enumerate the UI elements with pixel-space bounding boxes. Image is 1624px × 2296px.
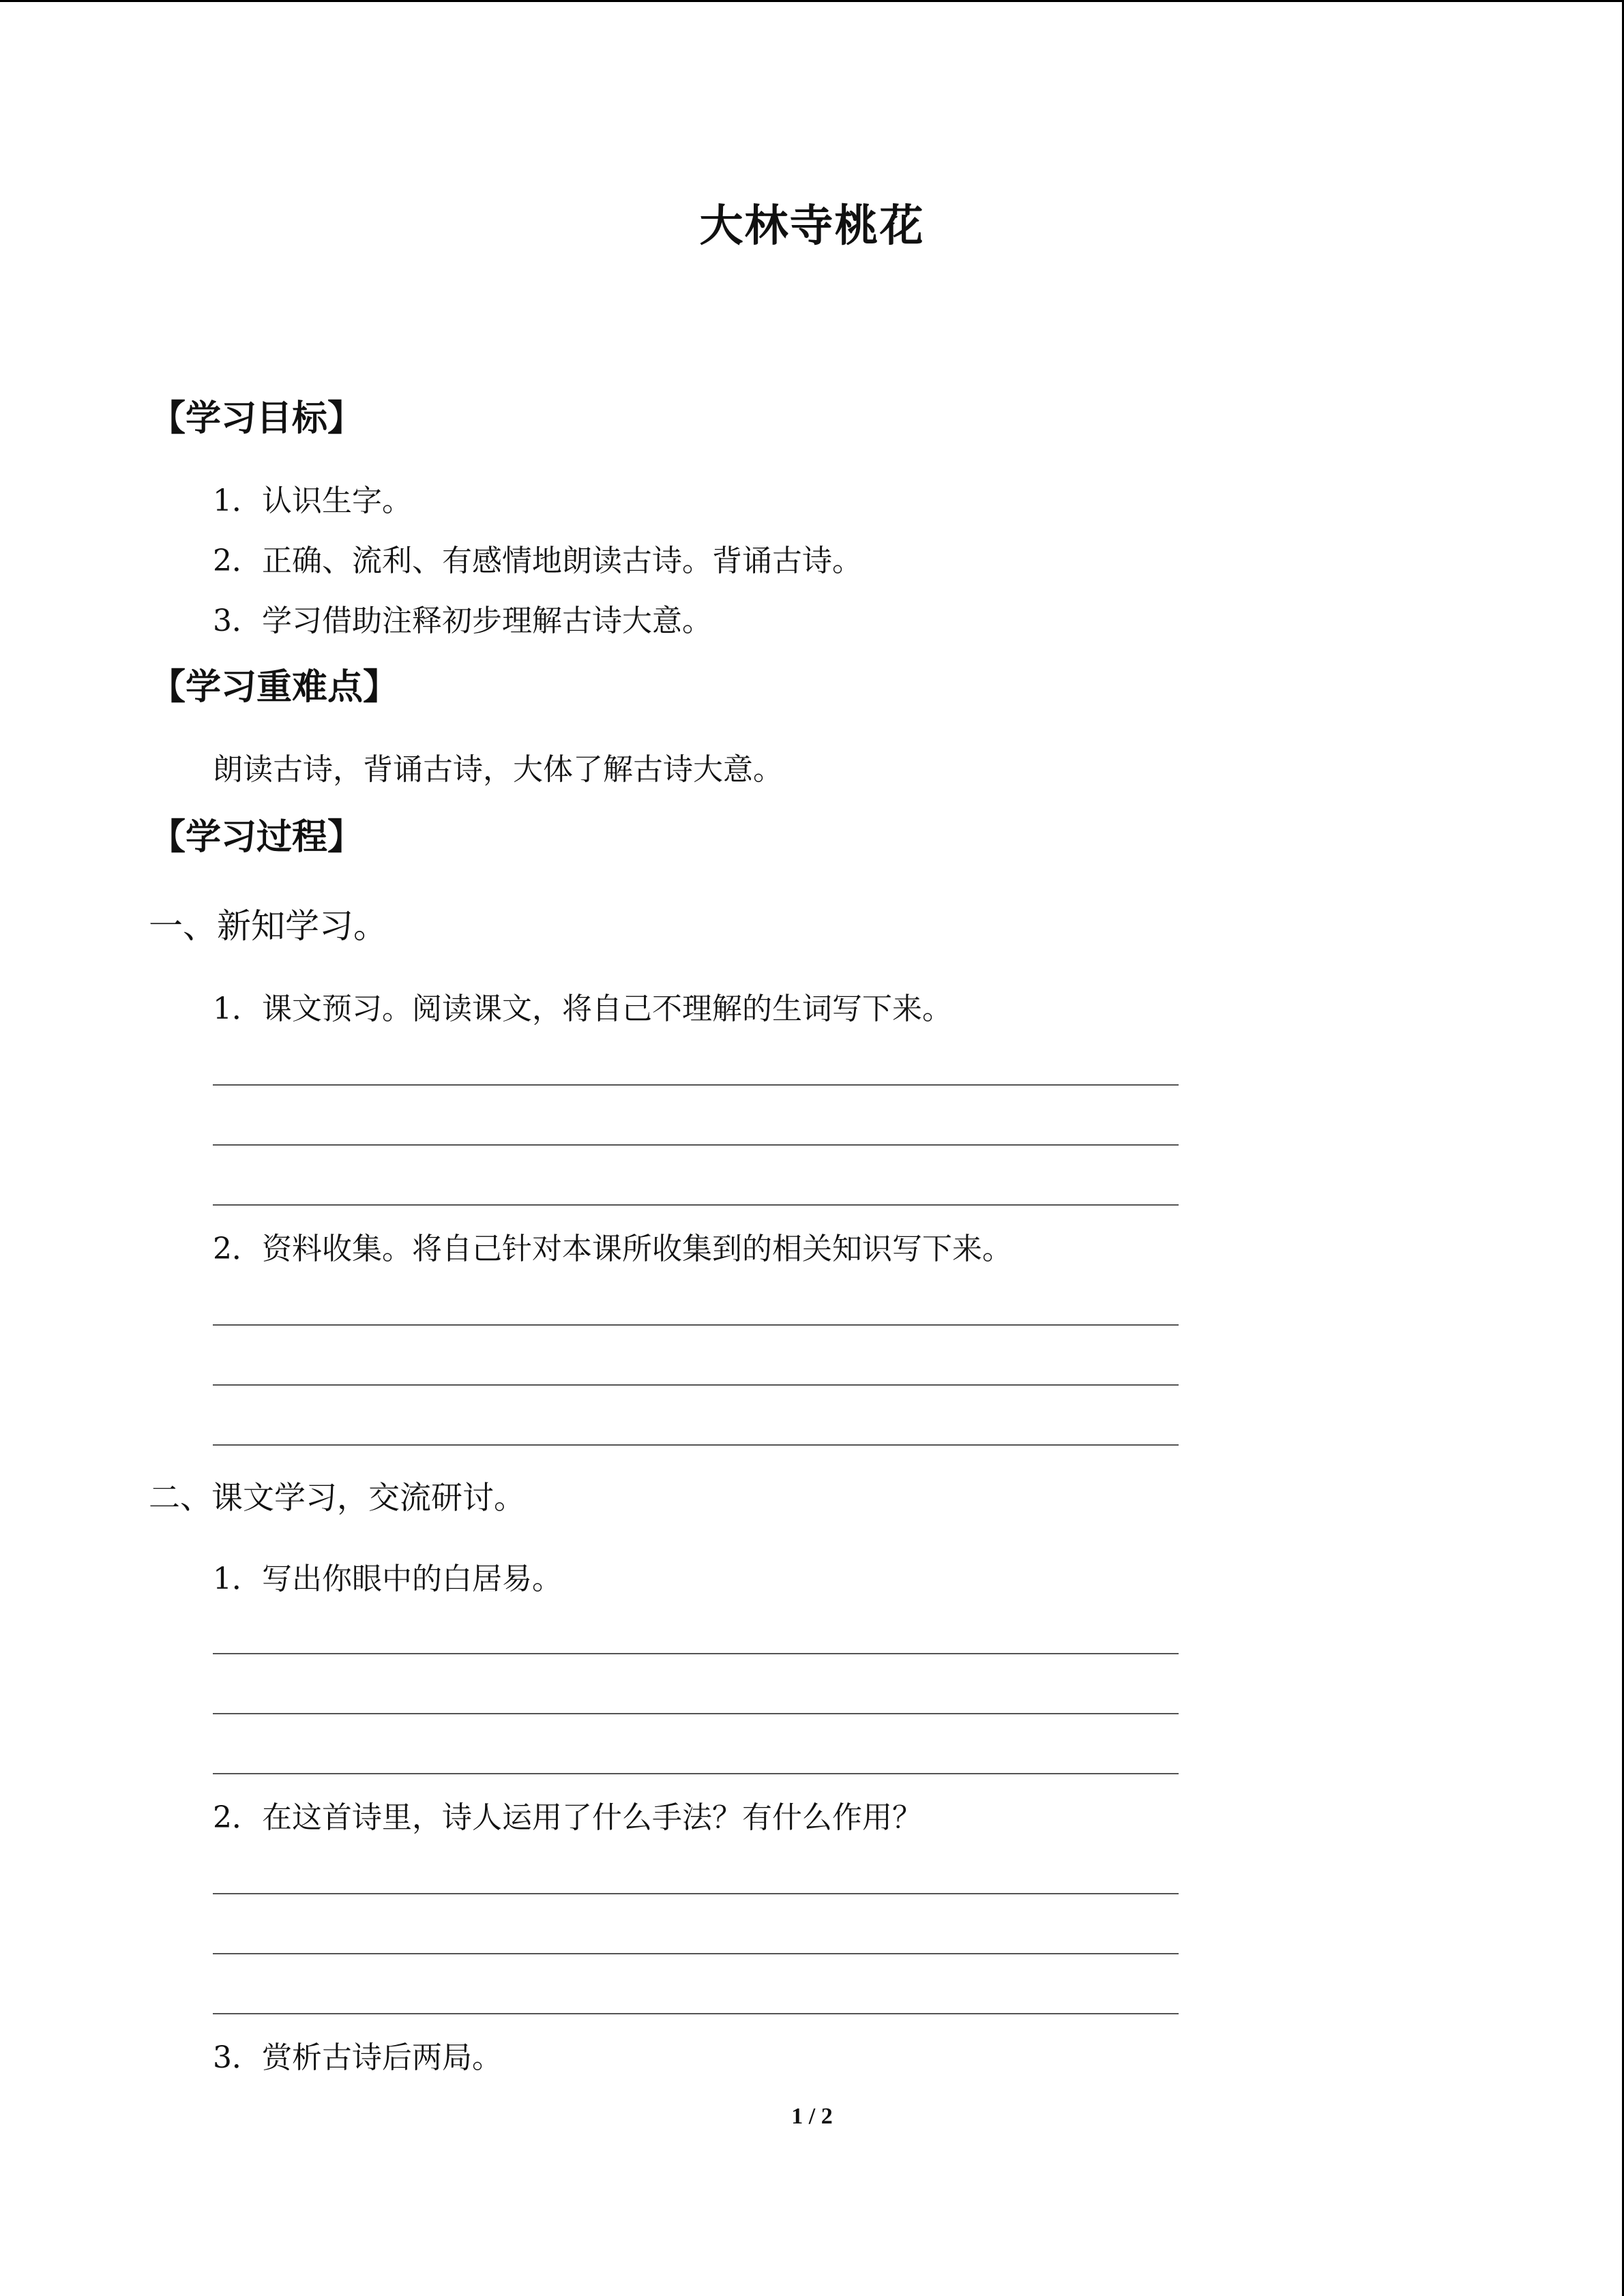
answer-line[interactable] — [213, 1324, 1179, 1326]
answer-line[interactable] — [213, 1084, 1179, 1086]
answer-line[interactable] — [213, 1204, 1179, 1206]
goal-item-2: 2．正确、流利、有感情地朗读古诗。背诵古诗。 — [213, 543, 862, 578]
page-number: 1 / 2 — [791, 2104, 833, 2129]
answer-line[interactable] — [213, 1893, 1179, 1894]
part2-question-3: 3．赏析古诗后两局。 — [213, 2040, 502, 2075]
answer-line[interactable] — [213, 1144, 1179, 1146]
part1-question-1: 1．课文预习。阅读课文，将自己不理解的生词写下来。 — [213, 992, 952, 1026]
document-title: 大林寺桃花 — [699, 201, 925, 252]
answer-line[interactable] — [213, 1444, 1179, 1446]
answer-line[interactable] — [213, 1953, 1179, 1954]
answer-line[interactable] — [213, 1773, 1179, 1774]
part1-title: 一、新知学习。 — [149, 906, 387, 946]
heading-learning-goals: 【学习目标】 — [150, 398, 364, 439]
key-points-text: 朗读古诗，背诵古诗，大体了解古诗大意。 — [213, 752, 783, 787]
part2-question-1: 1．写出你眼中的白居易。 — [213, 1562, 562, 1596]
part1-question-2: 2．资料收集。将自己针对本课所收集到的相关知识写下来。 — [213, 1232, 1012, 1266]
part2-title: 二、课文学习，交流研讨。 — [149, 1479, 525, 1516]
goal-item-1: 1．认识生字。 — [213, 483, 412, 518]
heading-learning-process: 【学习过程】 — [150, 817, 364, 858]
goal-item-3: 3．学习借助注释初步理解古诗大意。 — [213, 603, 712, 638]
answer-line[interactable] — [213, 1713, 1179, 1714]
heading-key-points: 【学习重难点】 — [150, 667, 399, 708]
answer-line[interactable] — [213, 1384, 1179, 1386]
part2-question-2: 2．在这首诗里，诗人运用了什么手法？有什么作用？ — [213, 1800, 922, 1835]
answer-line[interactable] — [213, 2013, 1179, 2014]
answer-line[interactable] — [213, 1653, 1179, 1654]
